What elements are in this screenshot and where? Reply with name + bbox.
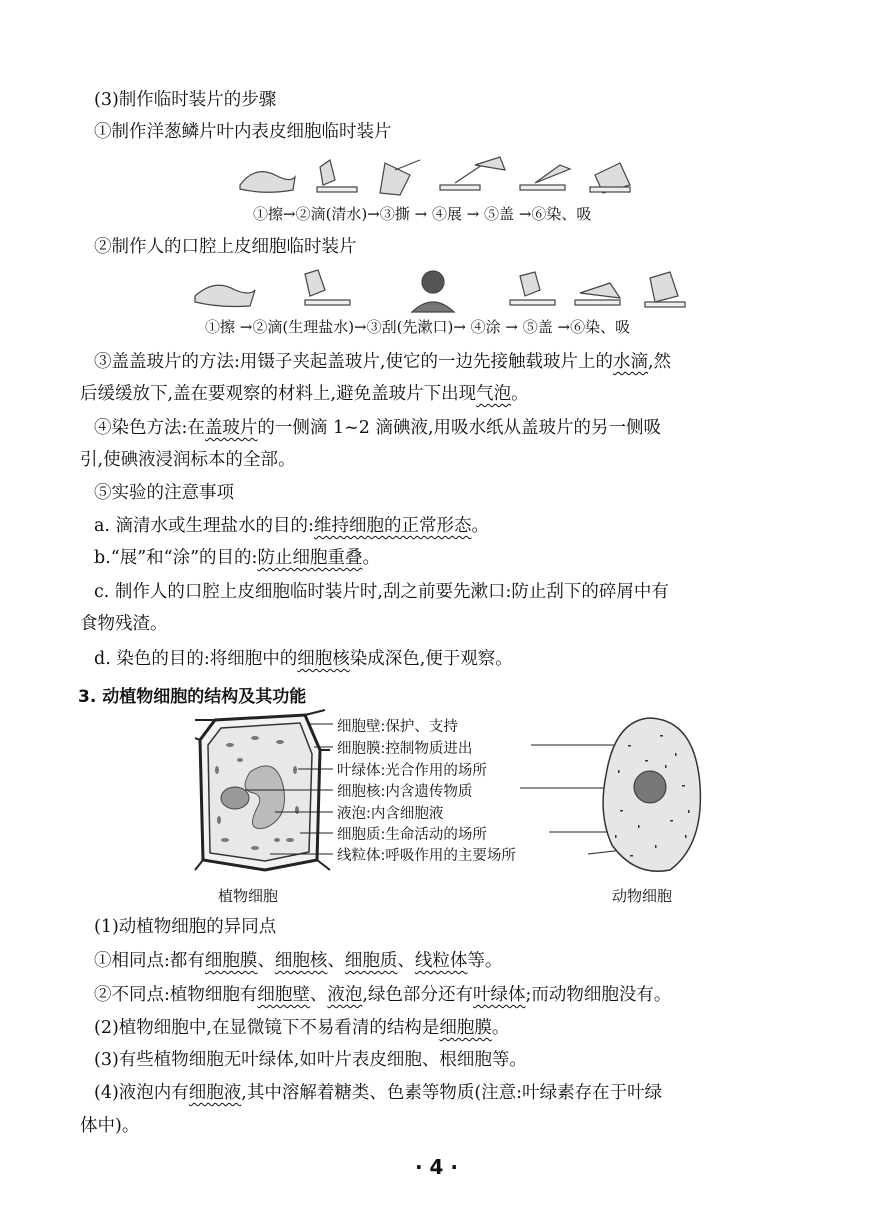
label-vacuole: 液泡:内含细胞液 bbox=[337, 806, 444, 822]
text-span: 。 bbox=[511, 384, 529, 404]
text-span: 。 bbox=[491, 1018, 510, 1038]
text-span: ③盖盖玻片的方法:用镊子夹起盖玻片,使它的一边先接触载玻片上的 bbox=[94, 352, 613, 372]
no-chloroplast-line: (3)有些植物细胞无叶绿体,如叶片表皮细胞、根细胞等。 bbox=[94, 1050, 527, 1070]
similarities-differences-heading: (1)动植物细胞的异同点 bbox=[94, 917, 277, 937]
precautions-heading: ⑤实验的注意事项 bbox=[94, 483, 234, 503]
label-cell-membrane: 细胞膜:控制物质进出 bbox=[337, 741, 473, 757]
text-span: ①相同点:都有 bbox=[94, 951, 205, 971]
text-span: ;而动物细胞没有。 bbox=[525, 985, 672, 1005]
answer-mitochondria: 线粒体 bbox=[414, 951, 468, 971]
text-span: ④染色方法:在 bbox=[94, 418, 205, 438]
text-span: 的一侧滴 1~2 滴碘液,用吸水纸从盖玻片的另一侧吸 bbox=[257, 418, 662, 438]
cheek-steps-caption: ①擦 →②滴(生理盐水)→③刮(先漱口)→ ④涂 → ⑤盖 →⑥染、吸 bbox=[205, 318, 631, 336]
text-span: (2)植物细胞中,在显微镜下不易看清的结构是 bbox=[94, 1018, 440, 1038]
answer-cell-wall: 细胞壁 bbox=[257, 985, 310, 1005]
label-mitochondria: 线粒体:呼吸作用的主要场所 bbox=[337, 848, 516, 864]
section-3-heading: 3. 动植物细胞的结构及其功能 bbox=[78, 687, 307, 707]
text-span: a. 滴清水或生理盐水的目的: bbox=[94, 516, 314, 536]
answer-coverslip: 盖玻片 bbox=[204, 418, 258, 438]
onion-steps-caption: ①擦→②滴(清水)→③撕 → ④展 → ⑤盖 →⑥染、吸 bbox=[253, 205, 592, 223]
label-chloroplast: 叶绿体:光合作用的场所 bbox=[337, 763, 487, 779]
text-span: ②不同点:植物细胞有 bbox=[94, 985, 258, 1005]
label-nucleus: 细胞核:内含遗传物质 bbox=[337, 784, 473, 800]
text-span: ,绿色部分还有 bbox=[362, 985, 473, 1005]
answer-water-drop: 水滴 bbox=[612, 352, 648, 372]
answer-maintain-shape: 维持细胞的正常形态 bbox=[313, 516, 472, 536]
text-span: b.“展”和“涂”的目的: bbox=[94, 548, 258, 568]
answer-vacuole: 液泡 bbox=[327, 985, 363, 1005]
differences-line bbox=[94, 983, 671, 1007]
text-span: 后缓缓放下,盖在要观察的材料上,避免盖玻片下出现 bbox=[80, 384, 477, 404]
label-cytoplasm: 细胞质:生命活动的场所 bbox=[337, 827, 487, 843]
answer-cytoplasm: 细胞质 bbox=[344, 951, 398, 971]
plant-cell-caption: 植物细胞 bbox=[218, 887, 279, 905]
answer-bubbles: 气泡 bbox=[476, 384, 512, 404]
text-span: ,其中溶解着糖类、色素等物质(注意:叶绿素存在于叶绿 bbox=[241, 1083, 663, 1103]
text-span: 、 bbox=[327, 951, 345, 971]
precaution-c-line1: c. 制作人的口腔上皮细胞临时装片时,刮之前要先漱口:防止刮下的碎屑中有 bbox=[94, 582, 669, 602]
page-number: · 4 · bbox=[414, 1155, 459, 1179]
answer-nucleus: 细胞核 bbox=[297, 649, 350, 669]
text-span: 、 bbox=[257, 951, 275, 971]
text-span: 。 bbox=[362, 548, 380, 568]
vacuole-line2: 体中)。 bbox=[80, 1116, 140, 1136]
membrane-note-line bbox=[94, 1016, 509, 1040]
cheek-slide-heading: ②制作人的口腔上皮细胞临时装片 bbox=[94, 237, 357, 257]
answer-nucleus-2: 细胞核 bbox=[274, 951, 328, 971]
answer-membrane: 细胞膜 bbox=[204, 951, 258, 971]
text-span: 、 bbox=[309, 985, 328, 1005]
vacuole-line1 bbox=[94, 1081, 662, 1105]
text-span: 等。 bbox=[467, 951, 503, 971]
text-span: ,然 bbox=[647, 352, 672, 372]
text-span: (4)液泡内有 bbox=[94, 1083, 189, 1103]
onion-slide-heading: ①制作洋葱鳞片叶内表皮细胞临时装片 bbox=[94, 122, 392, 142]
similarities-line bbox=[94, 949, 502, 973]
animal-cell-caption: 动物细胞 bbox=[612, 887, 673, 905]
text-span: 染成深色,便于观察。 bbox=[349, 649, 513, 669]
precaution-c-line2: 食物残渣。 bbox=[80, 614, 168, 634]
text-span: d. 染色的目的:将细胞中的 bbox=[94, 649, 298, 669]
answer-cell-sap: 细胞液 bbox=[188, 1083, 242, 1103]
answer-membrane-2: 细胞膜 bbox=[439, 1018, 492, 1038]
text-span: 、 bbox=[397, 951, 415, 971]
animal-cell-diagram bbox=[600, 715, 705, 875]
section-subheading-steps: (3)制作临时装片的步骤 bbox=[94, 90, 277, 110]
label-cell-wall: 细胞壁:保护、支持 bbox=[337, 719, 458, 735]
staining-method-line2: 引,使碘液浸润标本的全部。 bbox=[80, 450, 296, 470]
answer-chloroplast: 叶绿体 bbox=[472, 985, 526, 1005]
answer-prevent-overlap: 防止细胞重叠 bbox=[257, 548, 363, 568]
text-span: 。 bbox=[471, 516, 489, 536]
